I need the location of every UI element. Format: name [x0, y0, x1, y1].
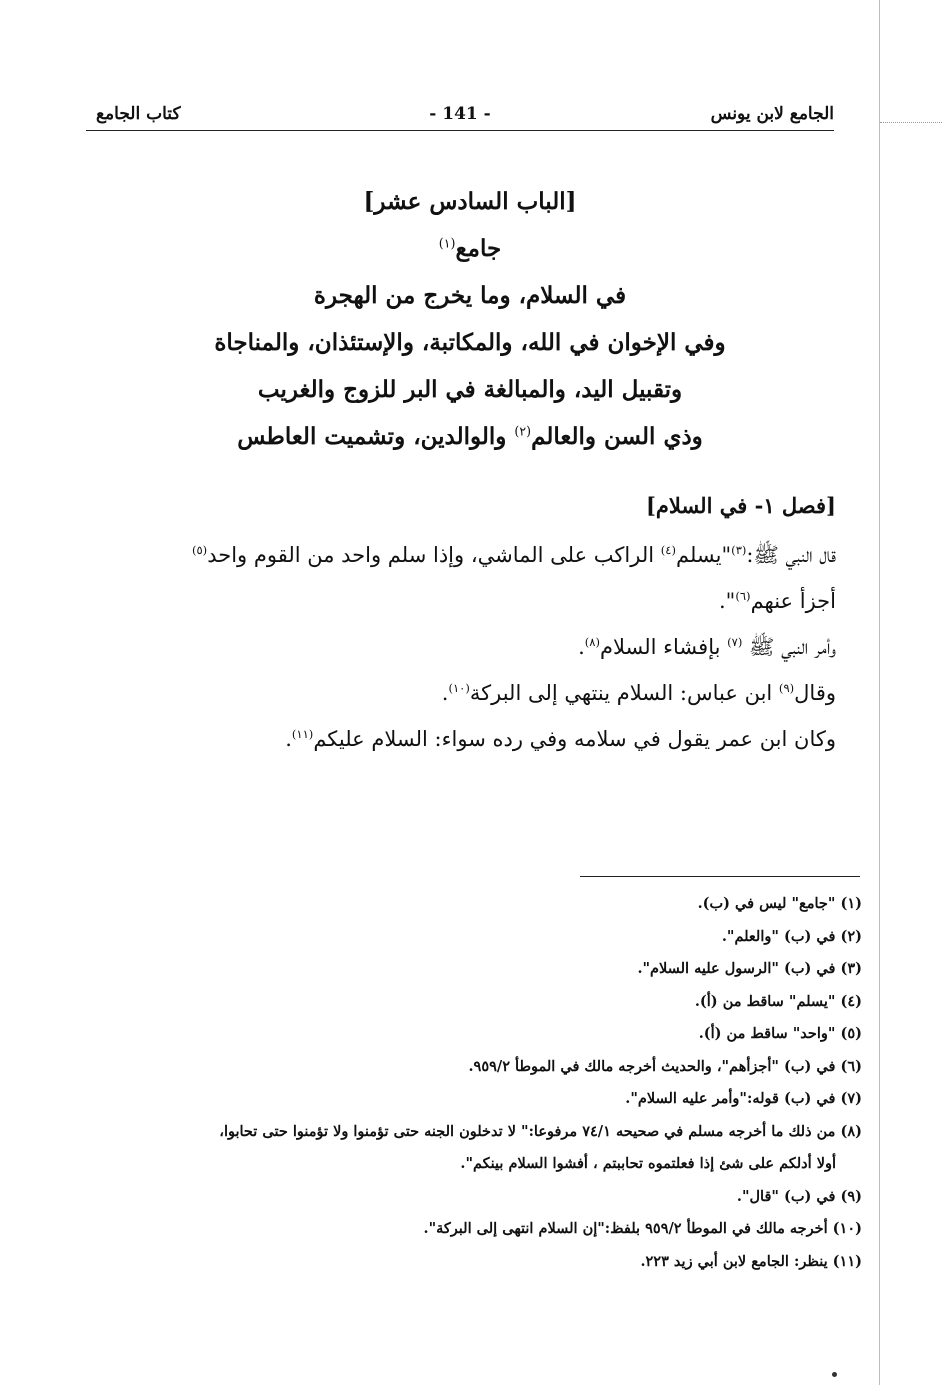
footnote-reference: (٦) — [735, 589, 751, 603]
footnote-reference: (٣) — [731, 543, 747, 557]
body-paragraph-line: وأمر النبي ﷺ $^{(٧)}$ بإفشاء السلام$^{(٨)}$. — [578, 635, 836, 659]
header-book-title: الجامع لابن يونس — [710, 104, 834, 124]
header-rule — [86, 130, 834, 131]
footnotes — [80, 888, 862, 1278]
chapter-title-line: وذي السن والعالم$^{(٢)}$ والوالدين، وتشميت العاطس — [237, 423, 703, 450]
footnote: (٦) في (ب) "أجزأهم"، والحديث أخرجه مالك في الموطأ ٩٥٩/٢. — [468, 1057, 862, 1075]
running-header — [86, 104, 834, 130]
main-text — [80, 488, 836, 762]
footnote-continuation: أولا أدلكم على شئ إذا فعلتموه تحاببتم ، أفشوا السلام بينكم". — [460, 1155, 836, 1172]
chapter-title-line: جامع$^{(١)}$ — [438, 235, 502, 262]
footnote: (٥) "واحد" ساقط من (أ). — [698, 1025, 862, 1042]
footnote: (١) "جامع" ليس في (ب). — [697, 895, 862, 912]
footnote-reference: (٤) — [660, 543, 676, 557]
chapter-number-title: [الباب السادس عشر] — [363, 188, 577, 215]
body-paragraph-line: وقال$^{(٩)}$ ابن عباس: السلام ينتهي إلى البركة$^{(١٠)}$. — [441, 681, 836, 705]
footnote-reference: (١١) — [291, 727, 314, 741]
footnote: (١٠) أخرجه مالك في الموطأ ٩٥٩/٢ بلفظ:"إن السلام انتهى إلى البركة". — [423, 1220, 862, 1237]
chapter-title-line: وتقبيل اليد، والمبالغة في البر للزوج والغريب — [257, 376, 683, 403]
section-heading: [فصل ١- في السلام] — [645, 493, 836, 518]
footnote: (٤) "يسلم" ساقط من (أ). — [694, 992, 862, 1010]
footnote-reference: (٧) — [727, 635, 743, 649]
footnote: (٩) في (ب) "قال". — [736, 1187, 862, 1205]
footnote: (١١) ينظر: الجامع لابن أبي زيد ٢٢٣. — [640, 1252, 862, 1270]
scan-speck — [832, 1372, 837, 1377]
page-edge-dotted-line — [880, 122, 942, 123]
footnote-reference: (١٠) — [448, 681, 470, 695]
chapter-title-line: وفي الإخوان في الله، والمكاتبة، والإستئذان، والمناجاة — [214, 329, 726, 356]
body-paragraph-line: وكان ابن عمر يقول في سلامه وفي رده سواء: السلام عليكم$^{(١١)}$. — [285, 727, 836, 751]
page-number: - 141 - — [429, 104, 491, 124]
footnote-reference: (١) — [438, 235, 456, 251]
body-paragraph-line: أجزأ عنهم$^{(٦)}$". — [718, 589, 836, 613]
footnote-reference: (٥) — [191, 543, 208, 557]
footnote-reference: (٢) — [514, 423, 532, 439]
footnote-reference: (٩) — [778, 681, 795, 695]
footnote: (٢) في (ب) "والعلم". — [721, 927, 862, 945]
footnote: (٧) في (ب) قوله:"وأمر عليه السلام". — [625, 1090, 862, 1107]
body-paragraph-line: قال النبي ﷺ:$^{(٣)}$"يسلم$^{(٤)}$ الراكب على الماشي، وإذا سلم واحد من القوم واحد$^{(٥)}$ — [191, 543, 836, 567]
footnote: (٣) في (ب) "الرسول عليه السلام". — [637, 960, 862, 977]
chapter-title-line: في السلام، وما يخرج من الهجرة — [313, 282, 627, 309]
footnote: (٨) من ذلك ما أخرجه مسلم في صحيحه ٧٤/١ مرفوعا:" لا تدخلون الجنه حتى تؤمنوا ولا تؤمنوا حتى تحابوا، — [219, 1122, 862, 1140]
page-edge-line — [879, 0, 880, 1385]
footnote-reference: (٨) — [584, 635, 600, 649]
chapter-title-block — [200, 178, 740, 460]
header-chapter-title: كتاب الجامع — [96, 104, 181, 124]
footnote-separator — [580, 876, 860, 877]
